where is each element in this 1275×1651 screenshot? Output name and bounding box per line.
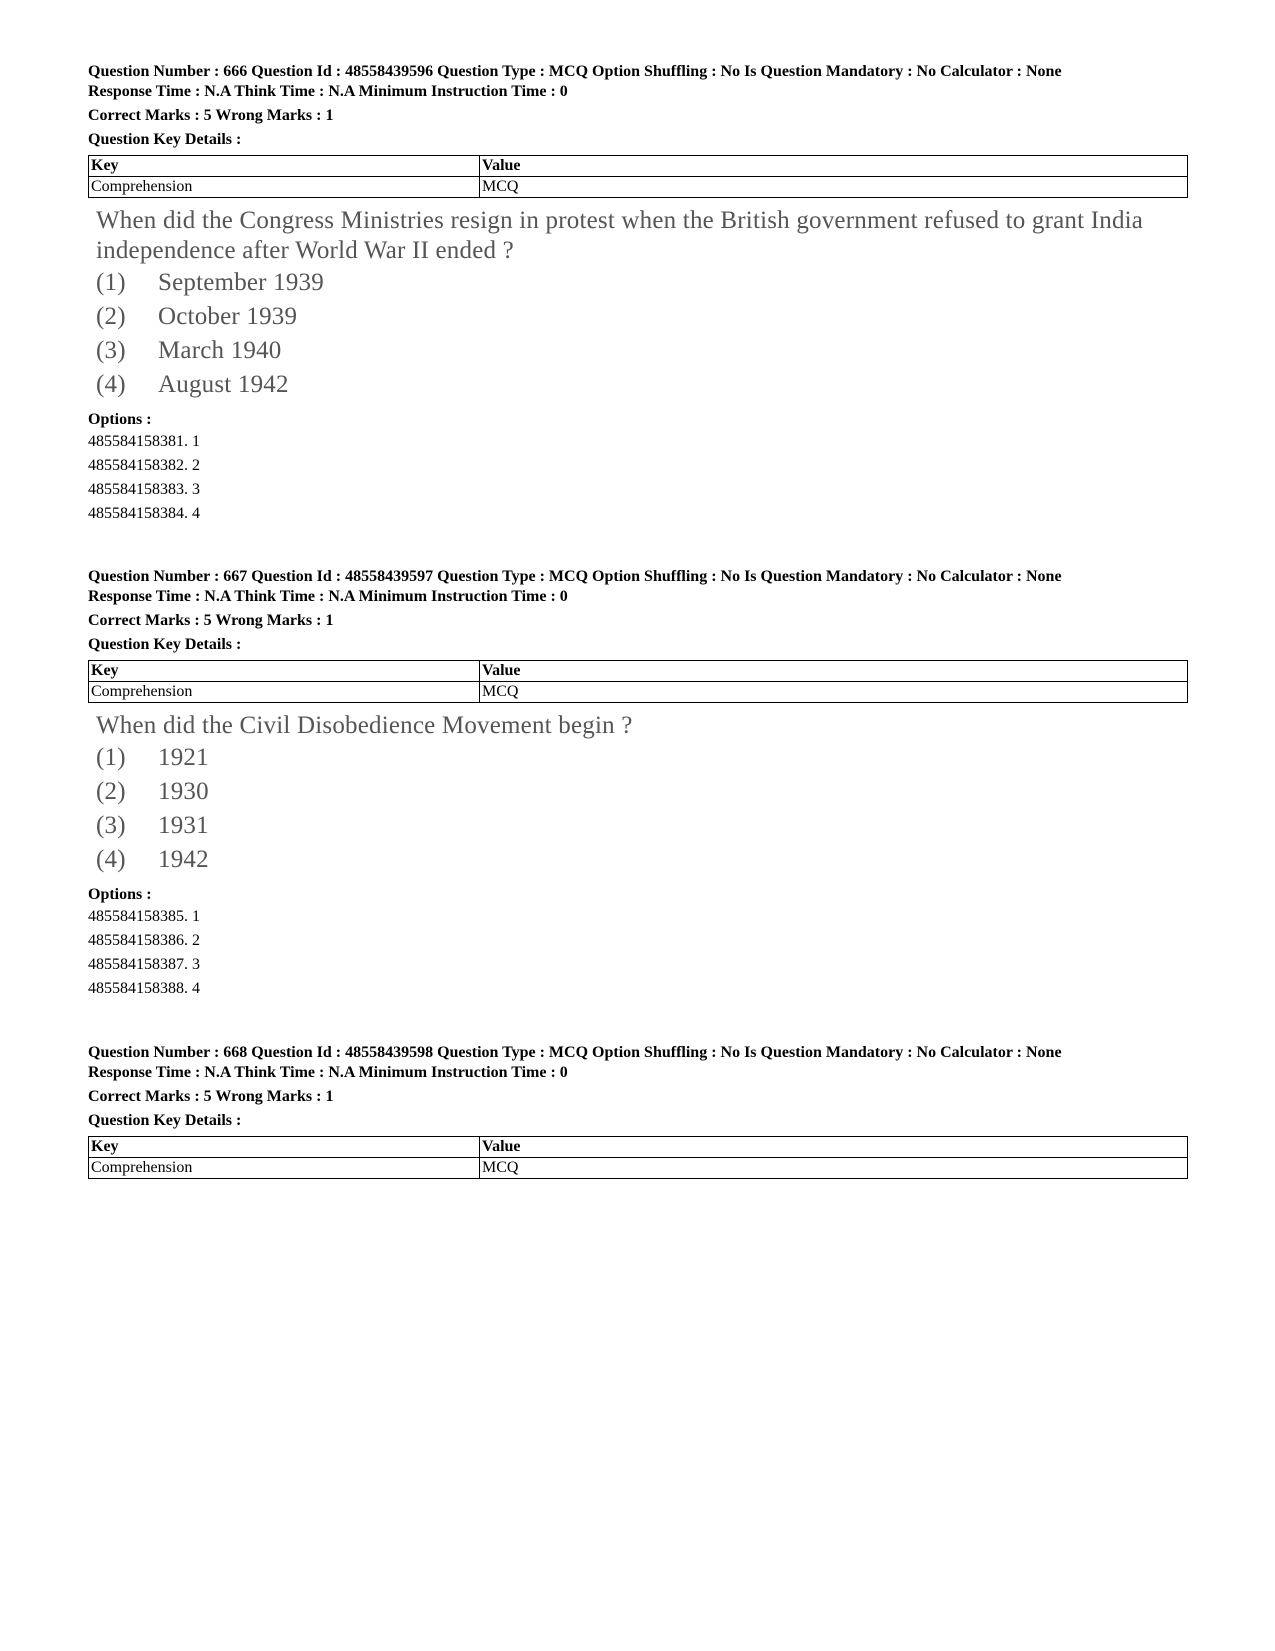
table-row (89, 682, 1188, 703)
question-meta: Question Number : 668 Question Id : 48558439598 Question Type : MCQ Option Shuffling : No Is Question Mandatory : No Calculator : None (88, 1044, 1062, 1061)
question-meta: Question Number : 666 Question Id : 48558439596 Question Type : MCQ Option Shuffling : No Is Question Mandatory : No Calculator : None (88, 63, 1062, 80)
marks-line: Correct Marks : 5 Wrong Marks : 1 (88, 612, 334, 629)
key-details-label: Question Key Details : (88, 131, 242, 148)
table-cell-value: MCQ (480, 177, 1188, 198)
choice-item (96, 809, 1188, 843)
choice-text: 1942 (158, 846, 209, 873)
option-id: 485584158382. 2 (88, 457, 200, 474)
table-cell-key: Comprehension (89, 682, 480, 703)
table-cell-value: MCQ (480, 1158, 1188, 1179)
table-cell-key: Comprehension (89, 1158, 480, 1179)
question-text: When did the Civil Disobedience Movement begin ? (96, 712, 633, 739)
question-block-666 (88, 62, 1188, 526)
question-timing: Response Time : N.A Think Time : N.A Minimum Instruction Time : 0 (88, 83, 568, 100)
choice-number: (1) (96, 744, 126, 771)
key-details-table (88, 1136, 1188, 1179)
table-header-row (89, 156, 1188, 177)
question-timing: Response Time : N.A Think Time : N.A Minimum Instruction Time : 0 (88, 1064, 568, 1081)
question-block-667 (88, 567, 1188, 1001)
table-cell-key: Comprehension (89, 177, 480, 198)
choice-item (96, 300, 1188, 334)
option-id: 485584158386. 2 (88, 932, 200, 949)
table-header-key: Key (89, 661, 480, 682)
table-header-value: Value (480, 156, 1188, 177)
choice-number: (3) (96, 812, 126, 839)
table-header-value: Value (480, 1137, 1188, 1158)
key-details-table (88, 660, 1188, 703)
choice-number: (1) (96, 269, 126, 296)
choice-number: (4) (96, 846, 126, 873)
choice-number: (2) (96, 303, 126, 330)
option-id: 485584158387. 3 (88, 956, 200, 973)
choice-text: 1930 (158, 778, 209, 805)
choice-item (96, 334, 1188, 368)
option-id: 485584158384. 4 (88, 505, 200, 522)
question-content (96, 711, 1188, 877)
choice-number: (2) (96, 778, 126, 805)
option-id: 485584158381. 1 (88, 433, 200, 450)
option-id: 485584158385. 1 (88, 908, 200, 925)
choice-text: March 1940 (158, 337, 282, 364)
choice-text: September 1939 (158, 269, 324, 296)
key-details-label: Question Key Details : (88, 1112, 242, 1129)
table-header-key: Key (89, 1137, 480, 1158)
choice-text: 1921 (158, 744, 209, 771)
choice-item (96, 266, 1188, 300)
question-meta: Question Number : 667 Question Id : 48558439597 Question Type : MCQ Option Shuffling : No Is Question Mandatory : No Calculator : None (88, 568, 1062, 585)
table-row (89, 1158, 1188, 1179)
question-timing: Response Time : N.A Think Time : N.A Minimum Instruction Time : 0 (88, 588, 568, 605)
key-details-table (88, 155, 1188, 198)
key-details-label: Question Key Details : (88, 636, 242, 653)
options-label: Options : (88, 411, 152, 428)
choice-text: October 1939 (158, 303, 298, 330)
option-id: 485584158383. 3 (88, 481, 200, 498)
choice-text: August 1942 (158, 371, 289, 398)
choice-item (96, 775, 1188, 809)
marks-line: Correct Marks : 5 Wrong Marks : 1 (88, 1088, 334, 1105)
choice-item (96, 843, 1188, 877)
question-content (96, 206, 1188, 402)
choice-item (96, 368, 1188, 402)
question-text: When did the Congress Ministries resign in protest when the British government refused to grant India independence after World War II ended ? (96, 207, 1144, 264)
table-header-value: Value (480, 661, 1188, 682)
question-block-668 (88, 1043, 1188, 1179)
marks-line: Correct Marks : 5 Wrong Marks : 1 (88, 107, 334, 124)
table-cell-value: MCQ (480, 682, 1188, 703)
choice-number: (3) (96, 337, 126, 364)
choice-item (96, 741, 1188, 775)
choice-text: 1931 (158, 812, 209, 839)
choice-number: (4) (96, 371, 126, 398)
option-id: 485584158388. 4 (88, 980, 200, 997)
options-label: Options : (88, 886, 152, 903)
table-header-key: Key (89, 156, 480, 177)
table-row (89, 177, 1188, 198)
table-header-row (89, 1137, 1188, 1158)
table-header-row (89, 661, 1188, 682)
